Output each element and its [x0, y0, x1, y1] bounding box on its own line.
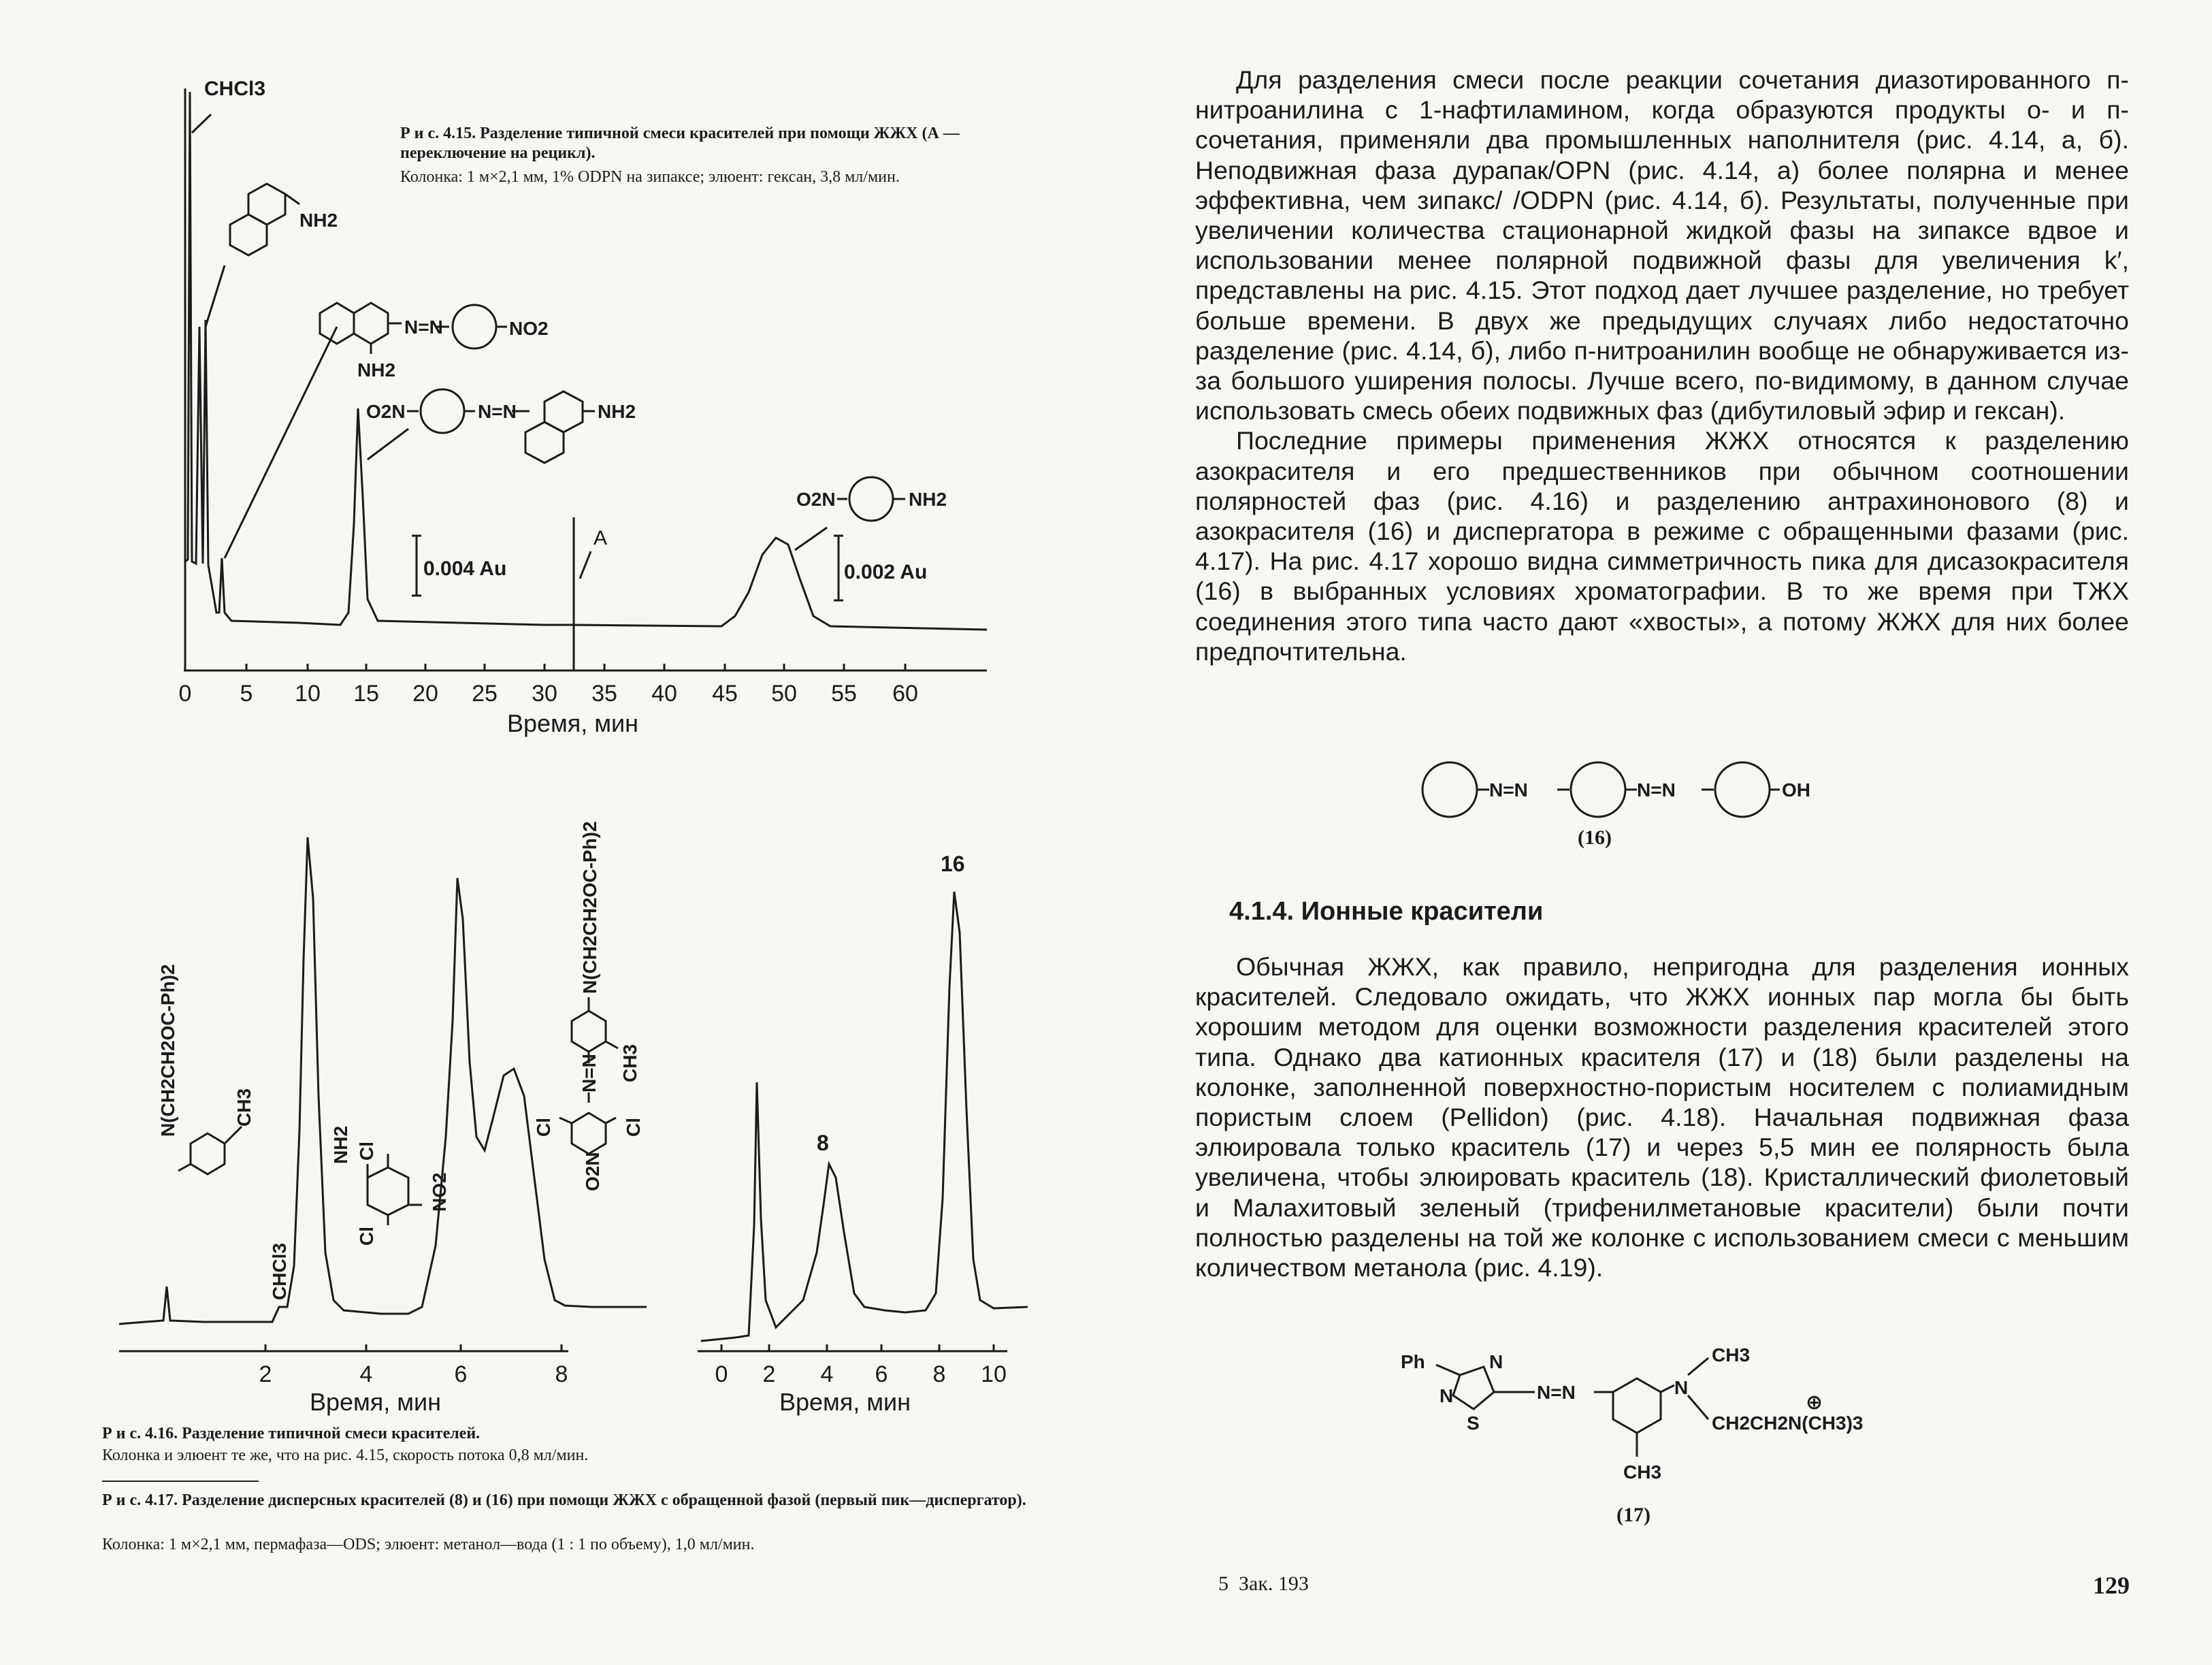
tick-415-40: 40: [651, 681, 677, 707]
tick-415-50: 50: [771, 681, 797, 707]
chromatogram-4-16: [119, 837, 647, 1324]
tick-415-45: 45: [712, 681, 738, 707]
c17-azo: N=N: [1537, 1382, 1576, 1403]
struct-nh2-amine: NH2: [357, 359, 396, 381]
peak-label-8: 8: [817, 1131, 829, 1155]
tick-417-0: 0: [715, 1361, 728, 1387]
section-heading: 4.1.4. Ионные красители: [1229, 897, 1544, 926]
c16-azo1: N=N: [1489, 779, 1528, 801]
struct-416-ch3-2: CH3: [619, 1044, 640, 1082]
struct-416-cl3: Cl: [533, 1118, 554, 1137]
tick-415-0: 0: [178, 681, 192, 707]
paragraph-3: Обычная ЖЖХ, как правило, непригодна для разделения ионных красителей. Следовало ожидать, что ЖЖХ ионных пар могла бы быть хорошим методом для оценки возможности разделения красителей этого типа. Однако два катионных красителя (17) и (18) были разделены на колонке, заполненной поверхностно-пористым носителем с полиамидным пористым слоем (Pellidon) (рис. 4.18). Начальная подвижная фаза элюировала только краситель (17) и через 5,5 мин ее полярность была увеличена, чтобы элюировать краситель (18). Кристаллический фиолетовый и Малахитовый зеленый (трифенилметановые красители) были почти полностью разделены на той же колонке с использованием смеси с меньшим количеством метанола (рис. 4.19).: [1195, 952, 2129, 1282]
struct-416-cl1: Cl: [356, 1142, 377, 1161]
struct-416-o2n: O2N: [582, 1152, 603, 1191]
figure-4-15: [0, 0, 1021, 762]
c16-azo2: N=N: [1637, 779, 1676, 801]
tick-415-10: 10: [295, 681, 321, 707]
struct-416-cl2: Cl: [356, 1227, 377, 1246]
nitroaniline-structure: [837, 477, 905, 521]
struct-nh2-1: NH2: [299, 210, 338, 231]
naphthylamine-structure: [230, 184, 299, 255]
peak-label-16: 16: [941, 852, 965, 876]
tick-417-10: 10: [981, 1361, 1007, 1387]
c17-ch3-b: CH3: [1623, 1461, 1662, 1483]
tick-415-25: 25: [472, 681, 498, 707]
struct-416-amine-chain2: N(CH2CH2OC-Ph)2: [579, 821, 600, 994]
struct-416-ch3: CH3: [233, 1088, 255, 1127]
tick-415-15: 15: [353, 681, 379, 707]
figure-4-16-4-17: [0, 756, 1062, 1429]
struct-o2n-3: O2N: [796, 489, 836, 510]
struct-416-amine-chain: N(CH2CH2OC-Ph)2: [157, 964, 178, 1137]
c17-chain: CH2CH2N(CH3)3: [1712, 1412, 1864, 1434]
struct-azo-1: N=N: [404, 317, 443, 338]
c16-oh: OH: [1782, 779, 1810, 801]
solvent-label-415: CHCl3: [204, 78, 266, 100]
tick-416-6: 6: [454, 1361, 468, 1387]
tick-415-20: 20: [412, 681, 438, 707]
tick-416-2: 2: [259, 1361, 272, 1387]
struct-nh2-3: NH2: [909, 489, 947, 510]
tick-416-4: 4: [359, 1361, 373, 1387]
xlabel-417: Время, мин: [779, 1388, 911, 1416]
tick-415-55: 55: [831, 681, 857, 707]
caption-4-17-title: Р и с. 4.17. Разделение дисперсных красителей (8) и (16) при помощи ЖЖХ с обращенной фазой (первый пик—диспергатор).: [102, 1491, 1026, 1509]
struct-416-nh2: NH2: [330, 1125, 351, 1164]
paragraph-2: Последние примеры применения ЖЖХ относятся к разделению азокрасителя и его предшественников при обычном соотношении полярностей фаз (рис. 4.16) и разделению антрахинонового (8) и азокрасителя (16) и диспергатора в режиме с обращенными фазами (рис. 4.17). На рис. 4.17 хорошо видна симметричность пика для дисазокрасителя (16) в выбранных условиях хроматографии. В то же время при ТЖХ соединения этого типа часто дают «хвосты», а потому ЖЖХ для них более предпочтительна.: [1195, 426, 2129, 666]
caption-divider: [102, 1481, 259, 1482]
caption-4-16-body: Колонка и элюент те же, что на рис. 4.15, скорость потока 0,8 мл/мин.: [102, 1446, 589, 1464]
struct-416-no2: NO2: [429, 1172, 450, 1212]
caption-4-15-title: Р и с. 4.15. Разделение типичной смеси красителей при помощи ЖЖХ (А — переключение на рецикл).: [400, 125, 960, 162]
compound-17-structure: [1395, 1334, 2008, 1538]
caption-4-15-body: Колонка: 1 м×2,1 мм, 1% ODPN на зипаксе; элюент: гексан, 3,8 мл/мин.: [400, 168, 900, 186]
tick-415-35: 35: [591, 681, 617, 707]
tick-417-4: 4: [820, 1361, 834, 1387]
c17-s: S: [1467, 1412, 1480, 1434]
xlabel-415: Время, мин: [507, 709, 639, 737]
tick-415-5: 5: [240, 681, 253, 707]
c16-label: (16): [1578, 826, 1612, 849]
struct-416-azo: N=N: [579, 1054, 600, 1093]
caption-4-16-title: Р и с. 4.16. Разделение типичной смеси красителей.: [102, 1425, 481, 1442]
c17-plus: ⊕: [1806, 1391, 1823, 1414]
c17-ch3-a: CH3: [1712, 1344, 1751, 1365]
struct-nh2-2: NH2: [598, 401, 636, 422]
page-number: 129: [2093, 1572, 2130, 1599]
caption-4-17-body: Колонка: 1 м×2,1 мм, пермафаза—ODS; элюент: метанол—вода (1 : 1 по объему), 1,0 мл/мин.: [102, 1536, 755, 1553]
chromatogram-4-17: [701, 892, 1028, 1341]
xlabel-416: Время, мин: [310, 1388, 442, 1416]
peak-label-416-chcl3: CHCl3: [269, 1242, 290, 1300]
tick-417-8: 8: [932, 1361, 946, 1387]
tick-415-30: 30: [532, 681, 557, 707]
struct-o2n-2: O2N: [366, 401, 406, 422]
struct-no2-1: NO2: [509, 318, 549, 339]
tick-416-8: 8: [555, 1361, 568, 1387]
switch-label: A: [593, 527, 608, 549]
tick-417-6: 6: [875, 1361, 888, 1387]
struct-416-dichloronitroaniline: [368, 1154, 422, 1225]
c17-n2: N: [1440, 1385, 1454, 1406]
tick-415-60: 60: [892, 681, 918, 707]
right-text-block-2: [1195, 952, 2129, 1282]
right-text-block-1: [1195, 65, 2129, 666]
struct-416-cl4: Cl: [623, 1118, 644, 1137]
struct-azo-2: N=N: [478, 401, 517, 422]
tick-417-2: 2: [762, 1361, 776, 1387]
c17-n1: N: [1489, 1351, 1503, 1372]
c17-label: (17): [1616, 1504, 1650, 1526]
struct-416-amine: [178, 1127, 242, 1174]
footer-signature: 5 Зак. 193: [1218, 1572, 1309, 1595]
c17-ph: Ph: [1401, 1351, 1425, 1372]
paragraph-1: Для разделения смеси после реакции сочетания диазотированного п-нитроанилина с 1-нафтиламином, когда образуются продукты о- и п-сочетания, применяли два промышленных наполнителя (рис. 4.14, а, б). Неподвижная фаза дурапак/OPN (рис. 4.14, а) более полярна и менее эффективна, чем зипакс/ /ODPN (рис. 4.14, б). Результаты, полученные при увеличении количества стационарной жидкой фазы на зипаксе вдвое и использовании менее полярной подвижной фазы для увеличения k′, представлены на рис. 4.15. Этот подход дает лучшее разделение, но требует больше времени. В двух же предыдущих случаях либо недостаточно разделение (рис. 4.14, б), либо п-нитроанилин вообще не обнаруживается из-за большого уширения полосы. Лучше всего, по-видимому, в данном случае использовать смесь обеих подвижных фаз (дибутиловый эфир и гексан).: [1195, 65, 2129, 425]
c17-n3: N: [1674, 1377, 1689, 1398]
compound-16-structure: [1409, 749, 1899, 858]
scale-label-2: 0.002 Au: [844, 561, 928, 583]
scale-label-1: 0.004 Au: [423, 557, 507, 580]
